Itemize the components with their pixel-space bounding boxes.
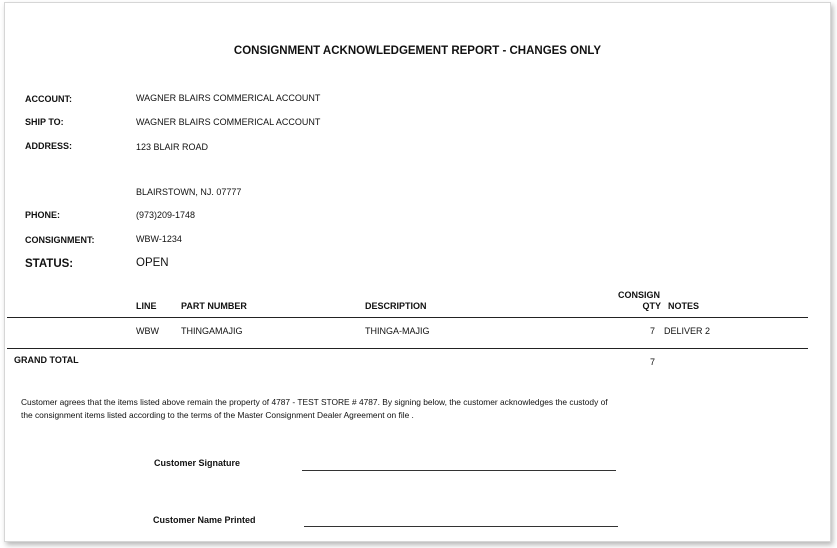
header-rule (7, 317, 808, 318)
col-header-description: DESCRIPTION (365, 301, 427, 311)
col-header-notes: NOTES (668, 301, 700, 311)
col-header-line: LINE (136, 301, 157, 311)
row-qty: 7 (649, 326, 655, 336)
report-page (4, 2, 831, 542)
status-label: STATUS: (25, 258, 74, 270)
row-part-number: THINGAMAJIG (181, 326, 243, 336)
row-notes: DELIVER 2 (664, 326, 711, 336)
name-printed-label: Customer Name Printed (153, 515, 256, 525)
col-header-qty-top: CONSIGN (617, 290, 660, 300)
disclaimer-text (21, 396, 761, 422)
col-header-qty-bottom: QTY (642, 301, 661, 311)
report-title: CONSIGNMENT ACKNOWLEDGEMENT REPORT - CHANGES ONLY (233, 45, 602, 57)
status-value: OPEN (136, 257, 169, 269)
total-rule (7, 348, 808, 349)
col-header-part-number: PART NUMBER (181, 301, 247, 311)
row-line: WBW (136, 326, 159, 336)
consignment-value: WBW-1234 (136, 234, 182, 244)
address-label: ADDRESS: (25, 141, 73, 151)
grand-total-value: 7 (649, 357, 655, 367)
name-printed-line[interactable] (304, 526, 618, 527)
signature-line[interactable] (302, 470, 616, 471)
ship-to-label: SHIP TO: (25, 117, 64, 127)
consignment-label: CONSIGNMENT: (25, 235, 95, 245)
disclaimer-line-2: the consignment items listed according to the terms of the Master Consignment Dealer Agreement on file . (21, 410, 414, 420)
phone-label: PHONE: (25, 210, 61, 220)
ship-to-value: WAGNER BLAIRS COMMERICAL ACCOUNT (136, 117, 321, 127)
account-value: WAGNER BLAIRS COMMERICAL ACCOUNT (136, 93, 321, 103)
address-line2: BLAIRSTOWN, NJ. 07777 (136, 187, 242, 197)
address-line1: 123 BLAIR ROAD (136, 142, 209, 152)
grand-total-label: GRAND TOTAL (14, 355, 79, 365)
disclaimer-line-1: Customer agrees that the items listed above remain the property of 4787 - TEST STORE # 4787. By signing below, the customer acknowledges the custody of (21, 397, 608, 407)
phone-value: (973)209-1748 (136, 210, 196, 220)
row-description: THINGA-MAJIG (365, 326, 430, 336)
signature-label: Customer Signature (154, 458, 241, 468)
account-label: ACCOUNT: (25, 94, 72, 104)
